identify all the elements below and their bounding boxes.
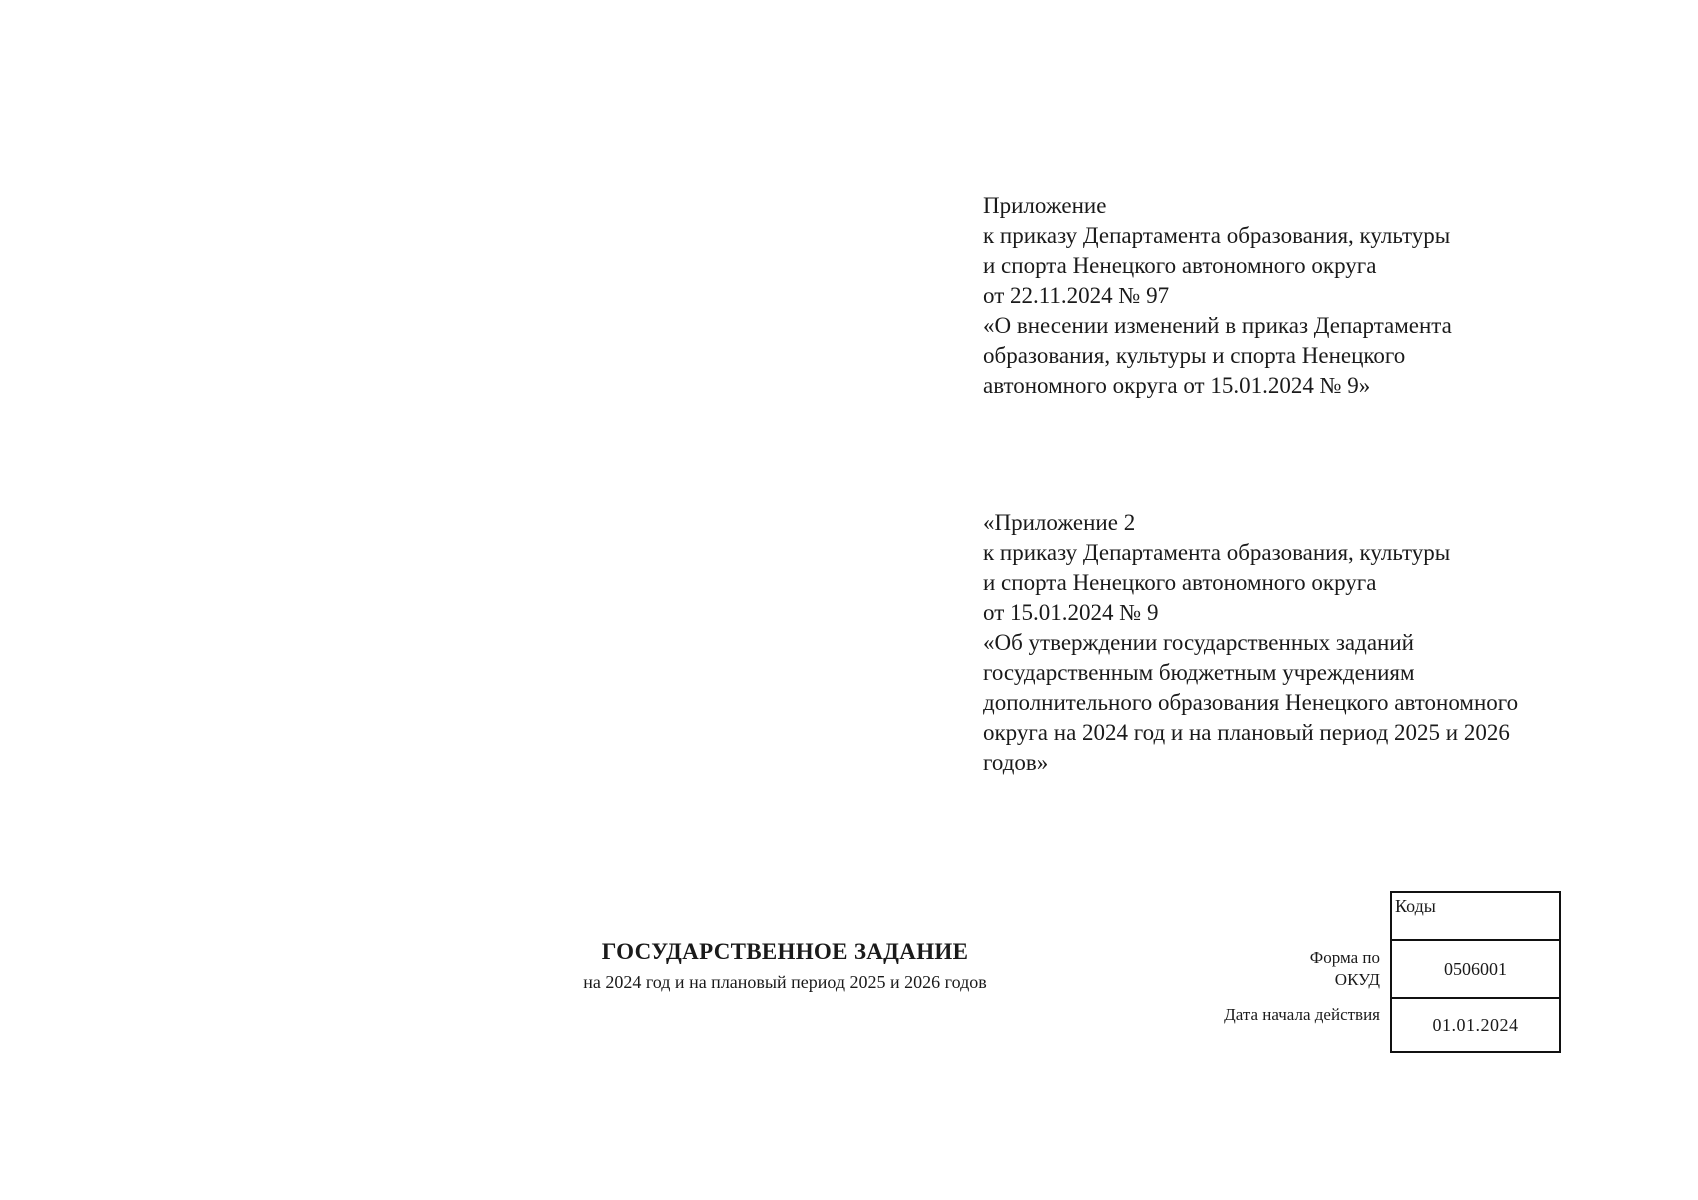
appendix-2-reference-block [983, 508, 1518, 778]
okud-label-line: ОКУД [1334, 970, 1380, 989]
okud-label-line: Форма по [1309, 948, 1380, 967]
appendix-2-line: от 15.01.2024 № 9 [983, 600, 1159, 625]
appendix-2-line: округа на 2024 год и на плановый период 2025 и 2026 [983, 720, 1510, 745]
appendix-2-line: и спорта Ненецкого автономного округа [983, 570, 1377, 595]
appendix-line: образования, культуры и спорта Ненецкого [983, 343, 1406, 368]
appendix-2-line: «Об утверждении государственных заданий [983, 630, 1414, 655]
codes-header-cell: Коды [1391, 892, 1560, 940]
start-date-label: Дата начала действия [1224, 1005, 1380, 1024]
appendix-2-line: дополнительного образования Ненецкого автономного [983, 690, 1519, 715]
codes-table [1390, 891, 1561, 1053]
appendix-line: от 22.11.2024 № 97 [983, 283, 1170, 308]
date-row [1391, 998, 1560, 1052]
okud-code-cell: 0506001 [1391, 940, 1560, 998]
okud-form-label [1240, 947, 1380, 991]
document-subtitle: на 2024 год и на плановый период 2025 и 2026 годов [583, 972, 987, 992]
document-title-section [500, 937, 1070, 995]
appendix-reference-block [983, 191, 1452, 401]
document-title: ГОСУДАРСТВЕННОЕ ЗАДАНИЕ [601, 939, 969, 964]
appendix-line: автономного округа от 15.01.2024 № 9» [983, 373, 1371, 398]
appendix-line: к приказу Департамента образования, культуры [983, 223, 1451, 248]
codes-header-row [1391, 892, 1560, 940]
appendix-2-line: годов» [983, 750, 1049, 775]
appendix-line: Приложение [983, 193, 1107, 218]
start-date-cell: 01.01.2024 [1391, 998, 1560, 1052]
okud-row [1391, 940, 1560, 998]
appendix-2-line: государственным бюджетным учреждениям [983, 660, 1415, 685]
appendix-2-line: «Приложение 2 [983, 510, 1136, 535]
appendix-line: и спорта Ненецкого автономного округа [983, 253, 1377, 278]
appendix-line: «О внесении изменений в приказ Департамента [983, 313, 1452, 338]
appendix-2-line: к приказу Департамента образования, культуры [983, 540, 1451, 565]
